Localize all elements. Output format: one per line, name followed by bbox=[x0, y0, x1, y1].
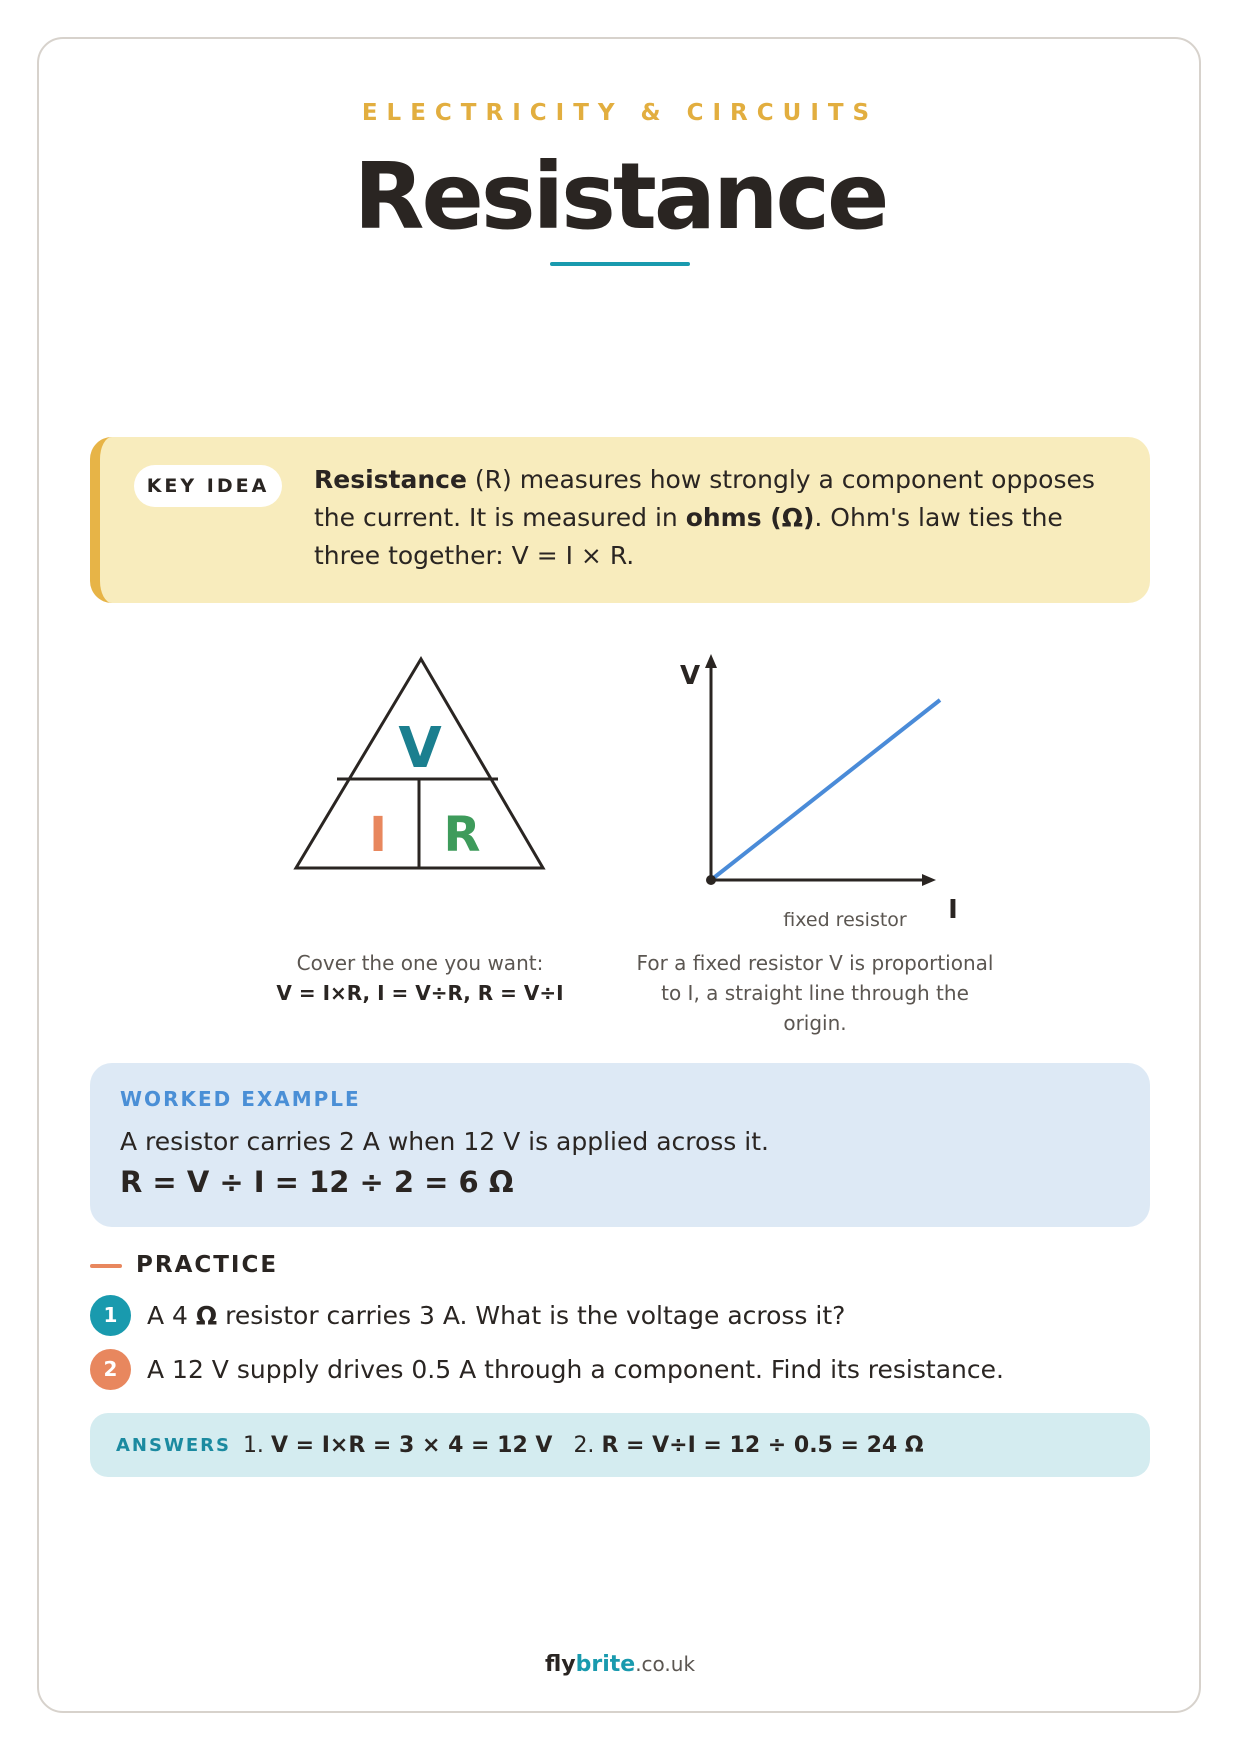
key-idea-box bbox=[90, 437, 1150, 603]
triangle-caption-line2: V = I×R, I = V÷R, R = V÷I bbox=[276, 981, 564, 1005]
practice-heading: PRACTICE bbox=[136, 1252, 279, 1278]
answers-label: ANSWERS bbox=[116, 1434, 231, 1456]
brand-brite: brite bbox=[575, 1652, 636, 1677]
question-number-badge: 2 bbox=[90, 1349, 131, 1390]
topic-eyebrow: ELECTRICITY & CIRCUITS bbox=[361, 100, 879, 126]
practice-question-1 bbox=[90, 1294, 845, 1336]
key-idea-text bbox=[314, 461, 1124, 575]
key-idea-text-part1: (R) measures how strongly a component opposes the current. It is measured in bbox=[314, 465, 1095, 532]
triangle-caption bbox=[240, 948, 600, 1008]
v-i-graph bbox=[670, 650, 970, 930]
practice-question-2 bbox=[90, 1348, 1004, 1390]
line-label: fixed resistor bbox=[783, 909, 907, 930]
proportional-line bbox=[711, 700, 940, 880]
question-number-badge: 1 bbox=[90, 1295, 131, 1336]
y-axis-label: V bbox=[679, 661, 701, 691]
x-axis-arrow bbox=[922, 874, 936, 886]
footer-brand bbox=[0, 1652, 1240, 1677]
brand-fly: fly bbox=[544, 1652, 576, 1677]
question-text: A 12 V supply drives 0.5 A through a component. Find its resistance. bbox=[147, 1354, 1004, 1384]
formula-triangle bbox=[290, 655, 552, 873]
answers-text: 1. V = I×R = 3 × 4 = 12 V 2. R = V÷I = 12 ÷ 0.5 = 24 Ω bbox=[242, 1432, 924, 1458]
triangle-v: V bbox=[398, 716, 442, 781]
triangle-caption-line1: Cover the one you want: bbox=[296, 951, 544, 975]
triangle-i: I bbox=[369, 807, 387, 863]
origin-point bbox=[706, 875, 716, 885]
x-axis-label: I bbox=[948, 895, 958, 925]
graph-caption: For a fixed resistor V is proportional to I, a straight line through the origin. bbox=[636, 951, 994, 1035]
title-underline bbox=[550, 262, 690, 266]
worked-example-text: A resistor carries 2 A when 12 V is applied across it. bbox=[120, 1127, 769, 1156]
question-text: A 4 Ω resistor carries 3 A. What is the voltage across it? bbox=[147, 1300, 846, 1330]
page-title: Resistance bbox=[353, 143, 887, 250]
key-idea-badge: KEY IDEA bbox=[134, 465, 282, 507]
worked-example-label: WORKED EXAMPLE bbox=[120, 1087, 361, 1111]
answers-box bbox=[90, 1413, 1150, 1477]
y-axis-arrow bbox=[705, 654, 717, 668]
brand-domain: .co.uk bbox=[635, 1652, 696, 1676]
triangle-r: R bbox=[443, 807, 481, 863]
key-idea-text-part2: . Ohm's law ties the three together: V = I × R. bbox=[314, 503, 1063, 570]
key-idea-unit: ohms (Ω) bbox=[685, 503, 815, 532]
practice-rule bbox=[90, 1264, 122, 1268]
key-idea-term: Resistance bbox=[314, 465, 467, 494]
worked-example-box bbox=[90, 1063, 1150, 1227]
worked-example-equation: R = V ÷ I = 12 ÷ 2 = 6 Ω bbox=[120, 1165, 514, 1199]
